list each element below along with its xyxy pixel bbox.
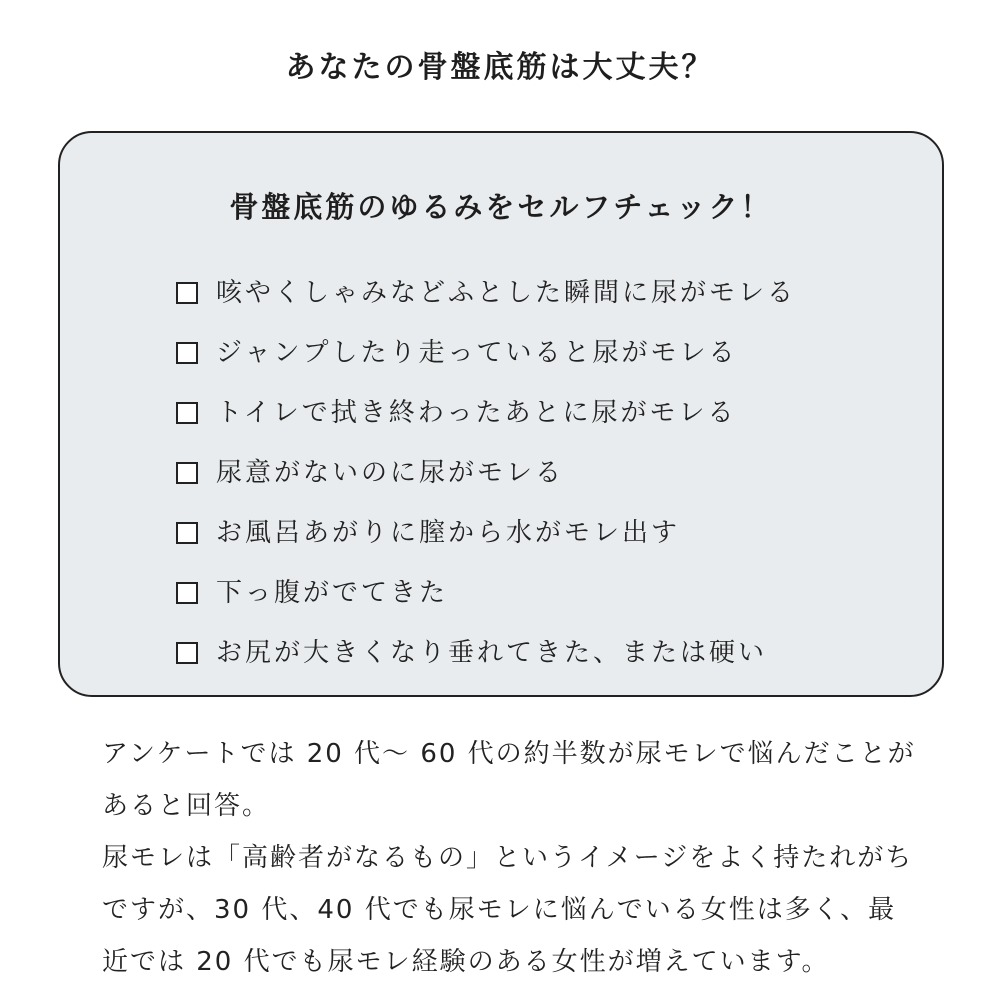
description-paragraph: 尿モレは「高齢者がなるもの」というイメージをよく持たれがちですが、30 代、40 代でも尿モレに悩んでいる女性は多く、最近では 20 代でも尿モレ経験のある女性が増えています。 <box>102 843 914 977</box>
check-item-label: お風呂あがりに膣から水がモレ出す <box>216 518 681 548</box>
check-item <box>176 443 796 503</box>
survey-paragraph: アンケートでは 20 代〜 60 代の約半数が尿モレで悩んだことがあると回答。 <box>102 739 916 821</box>
check-item <box>176 503 796 563</box>
check-item-label: トイレで拭き終わったあとに尿がモレる <box>216 398 737 428</box>
checkbox[interactable] <box>176 462 198 484</box>
check-item-label: ジャンプしたり走っていると尿がモレる <box>216 338 738 368</box>
page-title: あなたの骨盤底筋は大丈夫？ <box>285 50 715 85</box>
checkbox[interactable] <box>176 342 198 364</box>
check-item <box>176 563 796 623</box>
body-text <box>102 728 922 988</box>
checkbox[interactable] <box>176 642 198 664</box>
check-item-label: 咳やくしゃみなどふとした瞬間に尿がモレる <box>216 278 797 308</box>
check-item-label: 尿意がないのに尿がモレる <box>216 458 565 488</box>
self-check-title: 骨盤底筋のゆるみをセルフチェック！ <box>229 190 773 224</box>
check-item-label: お尻が大きくなり垂れてきた、または硬い <box>216 638 768 668</box>
checkbox[interactable] <box>176 402 198 424</box>
check-item <box>176 263 796 323</box>
check-item <box>176 383 796 443</box>
checkbox[interactable] <box>176 582 198 604</box>
self-check-card <box>58 131 944 697</box>
check-item <box>176 323 796 383</box>
self-check-list <box>176 263 796 683</box>
checkbox[interactable] <box>176 522 198 544</box>
check-item <box>176 623 796 683</box>
check-item-label: 下っ腹がでてきた <box>216 578 449 608</box>
checkbox[interactable] <box>176 282 198 304</box>
